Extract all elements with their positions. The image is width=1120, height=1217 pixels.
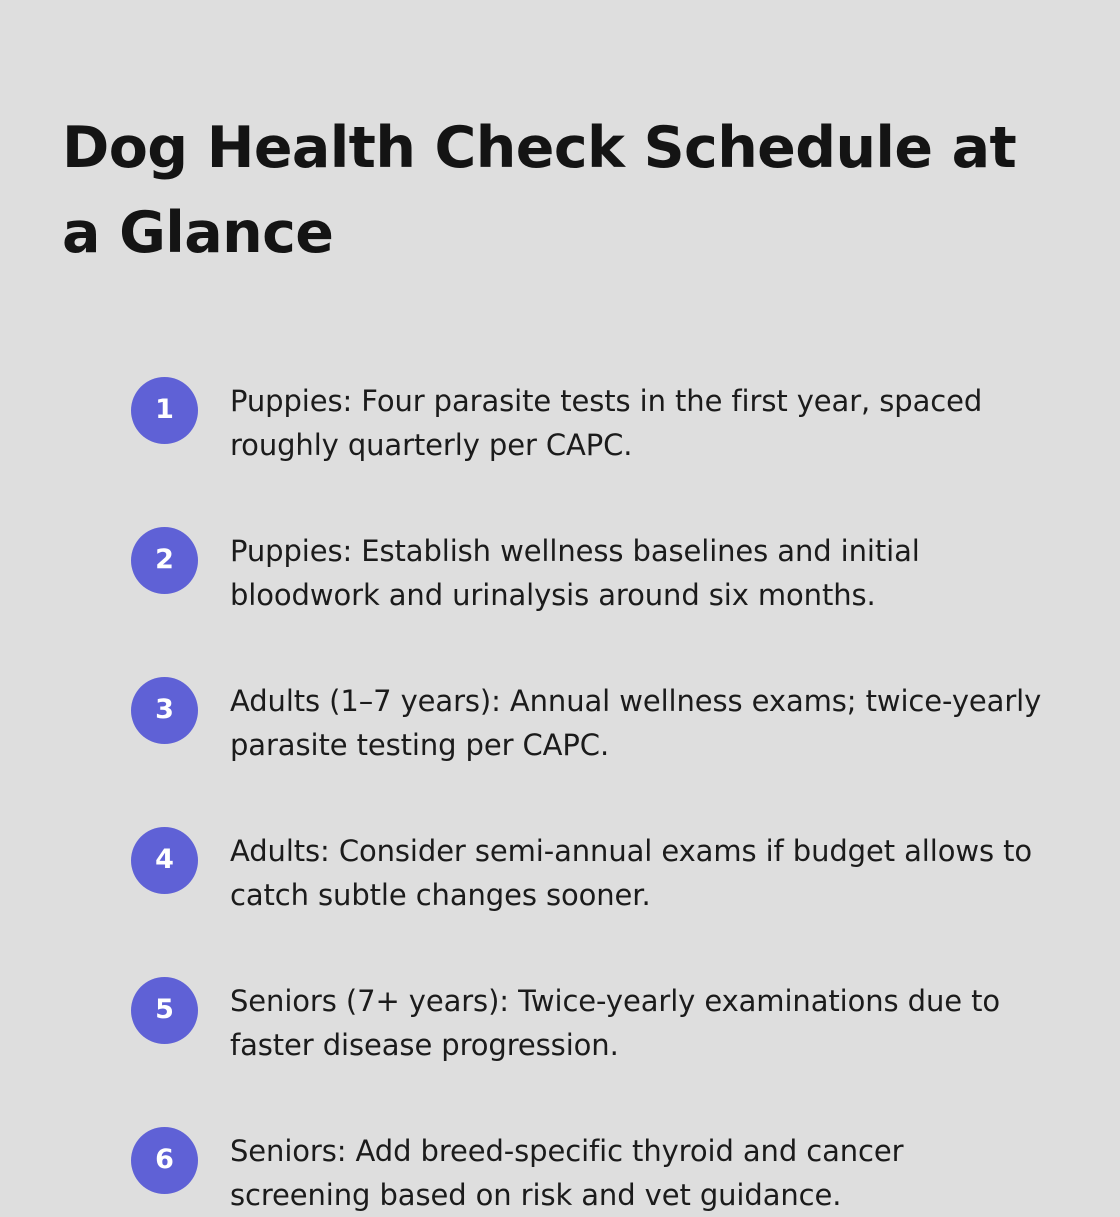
list-item [131,1127,1079,1217]
step-description: Seniors (7+ years): Twice-yearly examinations due to faster disease progression. [230,984,1000,1062]
step-number-badge [131,1127,198,1194]
page-title: Dog Health Check Schedule at a Glance [62,115,1017,266]
step-number-label: 4 [155,844,174,875]
step-number-badge [131,377,198,444]
steps-list [131,377,1079,1217]
step-number-label: 5 [155,994,174,1025]
step-number-label: 6 [155,1144,174,1175]
list-item [131,677,1079,767]
step-description: Adults (1–7 years): Annual wellness exams; twice-yearly parasite testing per CAPC. [230,684,1042,762]
step-number-badge [131,527,198,594]
step-number-label: 2 [155,544,174,575]
step-number-badge [131,827,198,894]
step-description: Puppies: Establish wellness baselines and initial bloodwork and urinalysis around six months. [230,534,920,612]
list-item [131,977,1079,1067]
step-description: Seniors: Add breed-specific thyroid and cancer screening based on risk and vet guidance. [230,1134,904,1212]
step-number-label: 3 [155,694,174,725]
step-number-label: 1 [155,394,174,425]
list-item [131,827,1079,917]
list-item [131,527,1079,617]
list-item [131,377,1079,467]
step-number-badge [131,677,198,744]
step-number-badge [131,977,198,1044]
step-description: Puppies: Four parasite tests in the first year, spaced roughly quarterly per CAPC. [230,384,983,462]
step-description: Adults: Consider semi-annual exams if budget allows to catch subtle changes sooner. [230,834,1032,912]
title-block [62,106,1042,276]
